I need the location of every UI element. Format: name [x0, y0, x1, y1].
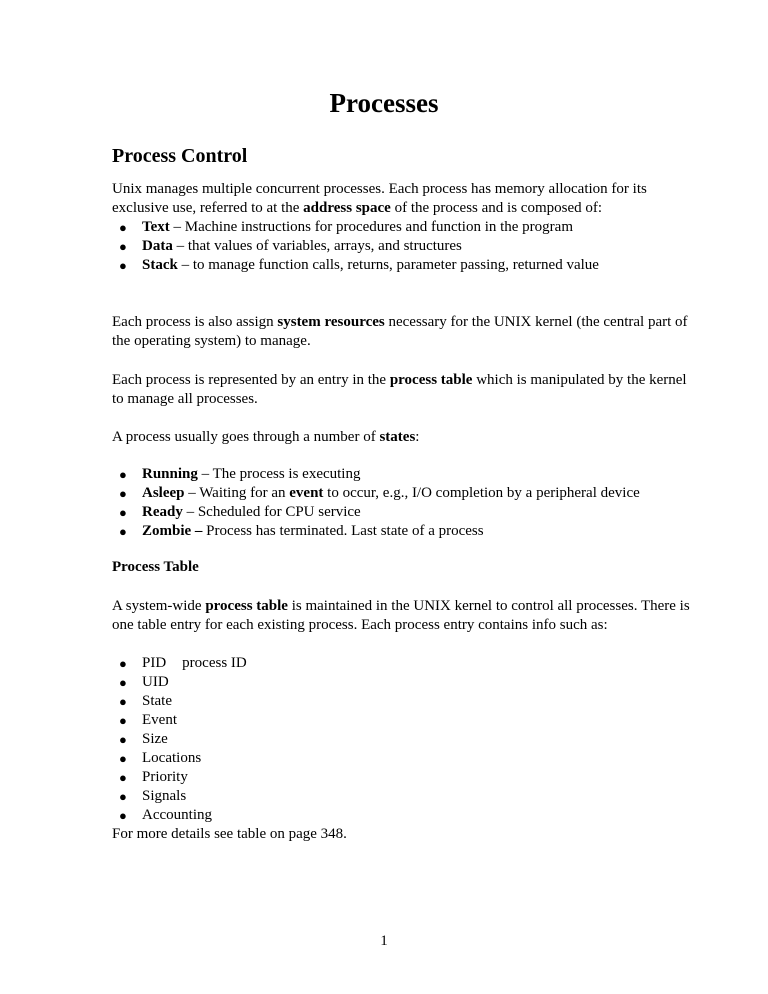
bullet-icon: ●	[119, 220, 127, 235]
bullet-icon: ●	[119, 258, 127, 273]
bullet-icon: ●	[119, 808, 127, 823]
list-item: ● Text – Machine instructions for procedures and function in the program	[119, 219, 574, 235]
bullet-icon: ●	[119, 505, 127, 520]
list-item: ● Size	[119, 731, 168, 747]
address-space-term: address space	[303, 200, 391, 216]
system-resources-term: system resources	[277, 314, 385, 330]
list-item: ● Accounting	[119, 807, 212, 823]
bullet-icon: ●	[119, 486, 127, 501]
bullet-icon: ●	[119, 656, 127, 671]
process-entry-fields-list	[119, 654, 247, 825]
pid-note: process ID	[182, 655, 247, 671]
bullet-icon: ●	[119, 524, 127, 539]
list-item: ● Zombie – Process has terminated. Last state of a process	[119, 523, 484, 539]
bullet-icon: ●	[119, 770, 127, 785]
list-item: ● Data – that values of variables, arrays, and structures	[119, 238, 462, 254]
list-item: ● Priority	[119, 769, 188, 785]
list-item: ● UID	[119, 674, 169, 690]
process-table-term: process table	[205, 598, 288, 614]
page-title: Processes	[329, 88, 439, 118]
intro-paragraph	[112, 180, 712, 218]
bullet-icon: ●	[119, 713, 127, 728]
address-space-list	[119, 218, 599, 275]
bullet-icon: ●	[119, 239, 127, 254]
process-table-term: process table	[389, 372, 473, 388]
bullet-icon: ●	[119, 675, 127, 690]
states-intro: A process usually goes through a number of states:	[112, 429, 420, 445]
footer-note: For more details see table on page 348.	[112, 826, 347, 842]
subheading-process-table: Process Table	[112, 559, 199, 575]
process-states-list	[119, 465, 640, 541]
list-item: ● Event	[119, 712, 177, 728]
list-item: ● Stack – to manage function calls, returns, parameter passing, returned value	[119, 257, 599, 273]
list-item: ● Ready – Scheduled for CPU service	[119, 504, 361, 520]
intro-line-1: Unix manages multiple concurrent processes. Each process has memory allocation for its	[112, 181, 647, 197]
list-item: ● Signals	[119, 788, 187, 804]
list-item: ● Locations	[119, 750, 202, 766]
bullet-icon: ●	[119, 789, 127, 804]
bullet-icon: ●	[119, 467, 127, 482]
list-item: ● Running – The process is executing	[119, 466, 361, 482]
bullet-icon: ●	[119, 732, 127, 747]
list-item: ● Asleep – Waiting for an event to occur, e.g., I/O completion by a peripheral device	[119, 485, 640, 501]
page-number: 1	[380, 933, 388, 949]
process-table-paragraph: Each process is represented by an entry in the process table which is manipulated by the kernel to manage all processes.	[112, 372, 687, 407]
resources-paragraph: Each process is also assign system resources necessary for the UNIX kernel (the central part of the operating system) to manage.	[112, 314, 688, 349]
states-term: states	[379, 429, 416, 445]
list-item: ● State	[119, 693, 172, 709]
list-item: ● PID process ID	[119, 655, 247, 671]
bullet-icon: ●	[119, 694, 127, 709]
bullet-icon: ●	[119, 751, 127, 766]
section-heading-process-control: Process Control	[112, 145, 248, 167]
process-table-description: A system-wide process table is maintained in the UNIX kernel to control all processes. There is one table entry for each existing process. Each process entry contains info such as:	[112, 598, 690, 633]
intro-line-2: exclusive use, referred to at the address space of the process and is composed of:	[112, 200, 603, 216]
